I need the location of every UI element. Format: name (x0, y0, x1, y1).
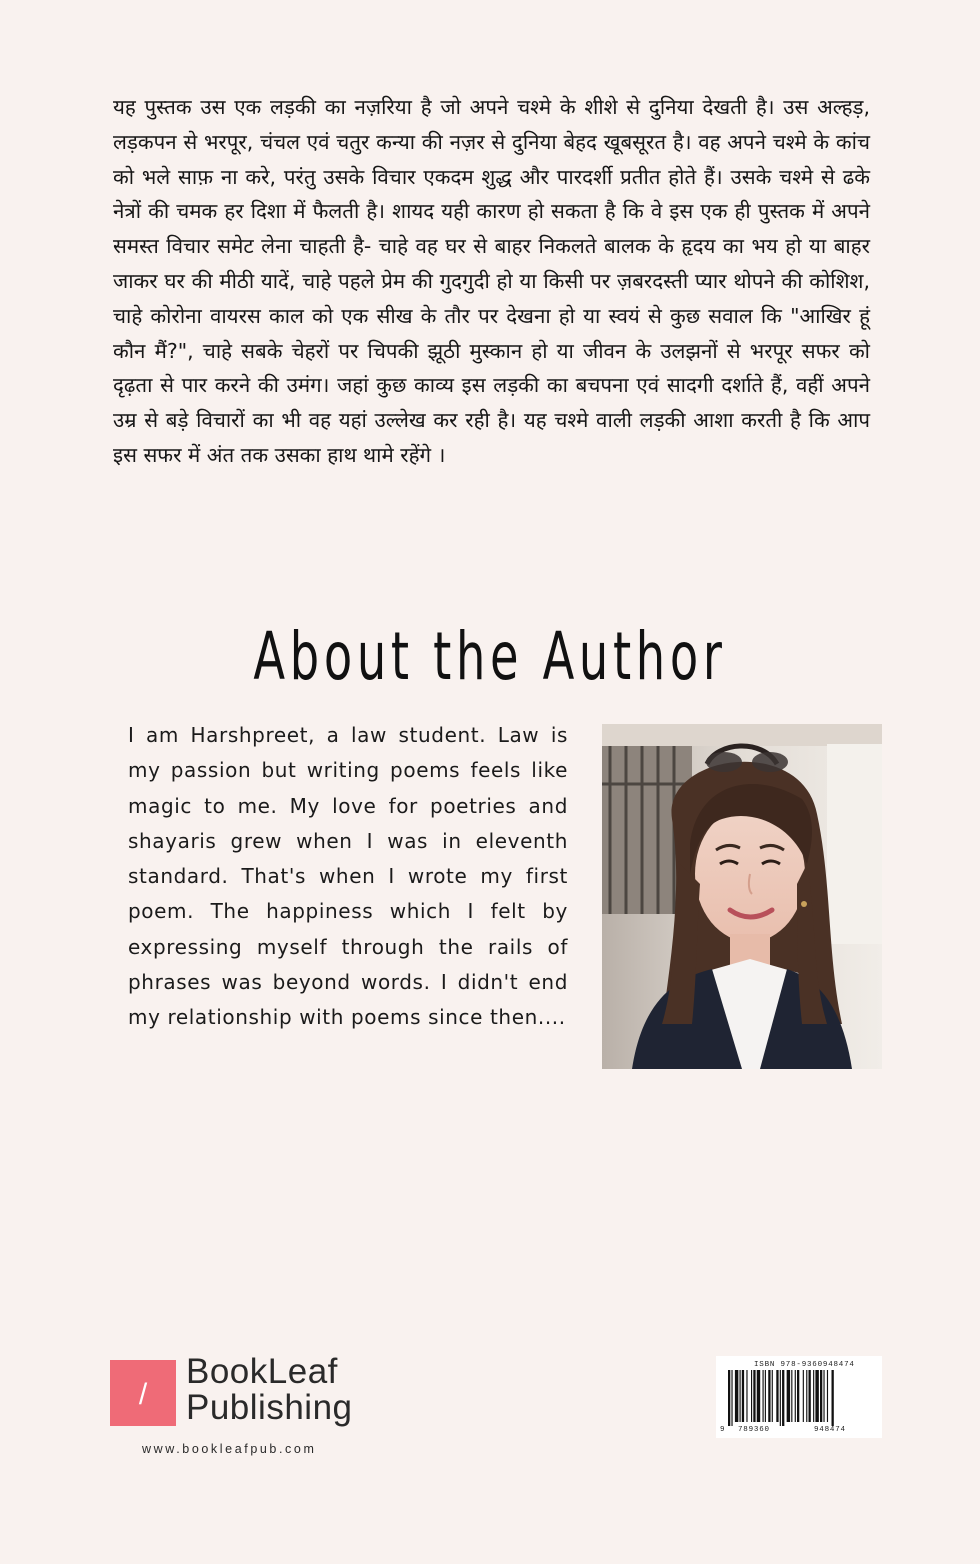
barcode-bar (768, 1370, 770, 1422)
barcode-bar (803, 1370, 804, 1422)
publisher-logo-icon (110, 1360, 176, 1426)
barcode-bar (815, 1370, 818, 1422)
barcode-digits-left: 789360 (738, 1426, 770, 1434)
barcode-bar (827, 1370, 828, 1422)
barcode-bar (772, 1370, 773, 1422)
barcode-bar (780, 1370, 781, 1426)
barcode-bar (791, 1370, 792, 1422)
barcode-bar (823, 1370, 824, 1422)
barcode-bar (728, 1370, 730, 1426)
author-bio: I am Harshpreet, a law student. Law is my passion but writing poems feels like magic to me. My love for poetries and shayaris grew when I was in eleventh standard. That's when I wrote my first poem. The happiness which I felt by expressing myself through the rails of phrases was beyond words. I didn't end my relationship with poems since then.... (128, 723, 568, 1030)
barcode-bar (809, 1370, 811, 1422)
barcode-bar (751, 1370, 752, 1422)
barcode-bar (820, 1370, 822, 1422)
publisher-name (186, 1354, 353, 1426)
barcode-bar (787, 1370, 790, 1422)
barcode-bar (776, 1370, 778, 1422)
barcode-bar (763, 1370, 764, 1422)
barcode-bar (742, 1370, 744, 1422)
barcode-bar (782, 1370, 784, 1426)
isbn-barcode (716, 1356, 882, 1438)
barcode-bar (797, 1370, 799, 1422)
about-author-heading: About the Author (253, 618, 727, 695)
barcode-bar (740, 1370, 741, 1422)
barcode-bar (746, 1370, 747, 1422)
barcode-bar (753, 1370, 755, 1422)
barcode-bar (795, 1370, 796, 1422)
barcode-bar (765, 1370, 766, 1422)
barcode-bar (735, 1370, 738, 1422)
publisher-name-line2: Publishing (186, 1388, 353, 1427)
barcode-digit-first: 9 (720, 1426, 726, 1434)
publisher-name-line1: BookLeaf (186, 1352, 338, 1391)
barcode-bar (731, 1370, 732, 1426)
isbn-label: ISBN 978-9360948474 (754, 1361, 855, 1369)
barcode-bar (757, 1370, 760, 1422)
barcode-digits-right: 948474 (814, 1426, 846, 1434)
barcode-bar (813, 1370, 814, 1422)
barcode-icon (724, 1370, 874, 1426)
barcode-bar (832, 1370, 834, 1426)
book-blurb: यह पुस्तक उस एक लड़की का नज़रिया है जो अपने चश्मे के शीशे से दुनिया देखती है। उस अल्हड़, लड़कपन से भरपूर, चंचल एवं चतुर कन्या की नज़र से दुनिया बेहद खूबसूरत है। वह अपने चश्मे के कांच को भले साफ़ ना करे, परंतु उसके विचार एकदम शुद्ध और पारदर्शी प्रतीत होते हैं। उसके चश्मे से ढके नेत्रों की चमक हर दिशा में फैलती है। शायद यही कारण हो सकता है कि वे इस एक ही पुस्तक में अपने समस्त विचार समेट लेना चाहती है- चाहे वह घर से बाहर निकलते बालक के हृदय का भय हो या बाहर जाकर घर की मीठी यादें, चाहे पहले प्रेम की गुदगुदी हो या किसी पर ज़बरदस्ती प्यार थोपने की कोशिश, चाहे कोरोना वायरस काल को एक सीख के तौर पर देखना हो या स्वयं से कुछ सवाल कि "आखिर हूं कौन मैं?", चाहे सबके चेहरों पर चिपकी झूठी मुस्कान हो या जीवन के उलझनों से भरपूर सफर को दृढ़ता से पार करने की उमंग। जहां कुछ काव्य इस लड़की का बचपना एवं सादगी दर्शाते हैं, वहीं अपने उम्र से बड़े विचारों का भी वह यहां उल्लेख कर रही है। यह चश्मे वाली लड़की आशा करती है कि आप इस सफर में अंत तक उसका हाथ थामे रहेंगे । (113, 95, 870, 467)
logo-slash-glyph: / (138, 1378, 148, 1411)
barcode-bar (806, 1370, 807, 1422)
author-photo (602, 724, 882, 1069)
author-portrait-illustration (602, 724, 882, 1069)
publisher-url: www.bookleafpub.com (142, 1442, 317, 1456)
